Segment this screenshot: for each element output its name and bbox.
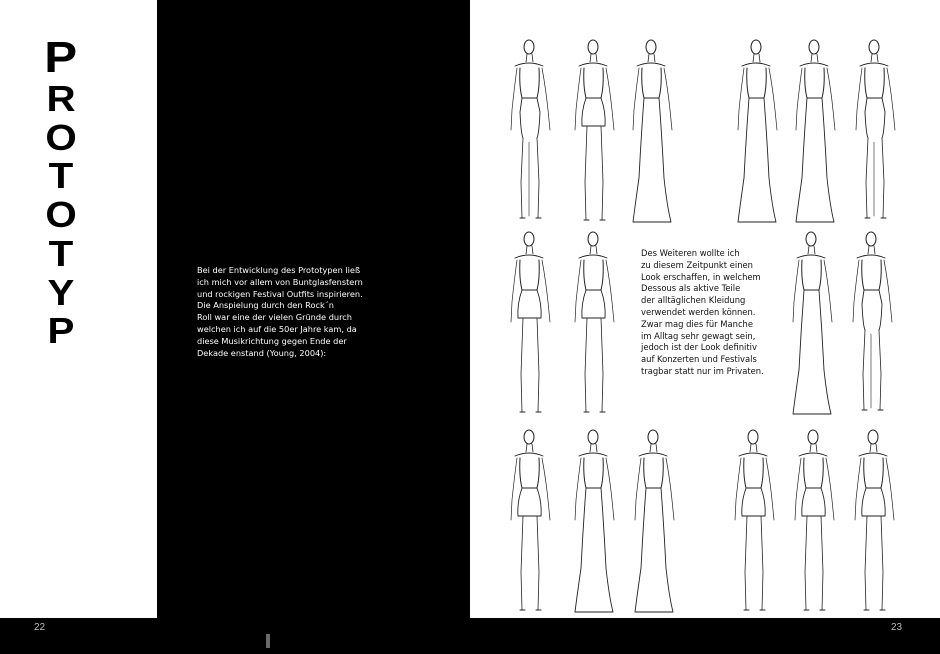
- body-line: Zwar mag dies für Manche: [641, 318, 754, 329]
- fashion-sketch: [845, 230, 901, 424]
- fashion-sketch-drawing: [727, 428, 783, 618]
- fashion-sketch-drawing: [567, 38, 623, 228]
- fashion-sketch: [503, 230, 559, 424]
- fashion-sketch-drawing: [785, 230, 841, 420]
- body-line: Des Weiteren wollte ich: [641, 248, 740, 258]
- body-line: zu diesem Zeitpunkt einen: [641, 259, 753, 270]
- fashion-sketch: [848, 38, 904, 232]
- fashion-sketch-drawing: [847, 428, 903, 618]
- title-letter: T: [48, 232, 74, 274]
- footer-bar: [0, 618, 940, 654]
- fashion-sketch-drawing: [627, 428, 683, 618]
- fashion-sketch: [785, 230, 841, 424]
- page-number-right: 23: [891, 622, 903, 633]
- fashion-sketch-drawing: [567, 428, 623, 618]
- fashion-sketch: [567, 428, 623, 622]
- fashion-sketch-drawing: [503, 230, 559, 420]
- body-line: jedoch ist der Look definitiv: [641, 342, 757, 353]
- body-paragraph: [641, 248, 771, 378]
- intro-line: welchen ich auf die 50er Jahre kam, da: [197, 323, 357, 334]
- gutter-mark: [266, 634, 270, 648]
- fashion-sketch: [567, 38, 623, 232]
- fashion-sketch: [503, 38, 559, 232]
- fashion-sketch-drawing: [730, 38, 786, 228]
- body-line: tragbar statt nur im Privaten.: [641, 365, 764, 376]
- fashion-sketch: [730, 38, 786, 232]
- fashion-sketch-drawing: [567, 230, 623, 420]
- fashion-sketch: [727, 428, 783, 622]
- fashion-sketch-drawing: [787, 428, 843, 618]
- fashion-sketch-drawing: [625, 38, 681, 228]
- title-letter: O: [45, 116, 77, 158]
- vertical-title-prototyp: [30, 33, 92, 352]
- fashion-sketch: [567, 230, 623, 424]
- fashion-sketch-drawing: [848, 38, 904, 228]
- page-number-left: 22: [34, 622, 46, 633]
- fashion-sketch: [503, 428, 559, 622]
- body-line: Dessous als aktive Teile: [641, 283, 741, 294]
- intro-line: und rockigen Festival Outfits inspirieren.: [197, 288, 363, 299]
- fashion-sketch-drawing: [503, 38, 559, 228]
- body-line: verwendet werden können.: [641, 306, 756, 317]
- intro-paragraph: [197, 265, 377, 359]
- title-letter: O: [45, 194, 77, 236]
- intro-line: Die Anspielung durch den Rock´n: [197, 300, 334, 311]
- intro-line: diese Musikrichtung gegen Ende der: [197, 335, 347, 346]
- fashion-sketch: [625, 38, 681, 232]
- fashion-sketch: [847, 428, 903, 622]
- title-letter: R: [46, 78, 76, 119]
- title-letter: P: [47, 310, 75, 352]
- body-line: Look erschaffen, in welchem: [641, 271, 761, 282]
- fashion-sketch-drawing: [503, 428, 559, 618]
- title-letter: T: [48, 155, 74, 197]
- intro-line: Dekade enstand (Young, 2004):: [197, 347, 327, 358]
- fashion-sketch-drawing: [845, 230, 901, 420]
- intro-line: Roll war eine der vielen Gründe durch: [197, 312, 352, 323]
- title-letter: Y: [47, 271, 75, 313]
- title-letter: P: [44, 33, 78, 82]
- body-line: der alltäglichen Kleidung: [641, 295, 746, 306]
- fashion-sketch-drawing: [788, 38, 844, 228]
- intro-line: ich mich vor allem von Buntglasfenstern: [197, 276, 363, 287]
- body-line: im Alltag sehr gewagt sein,: [641, 330, 756, 341]
- fashion-sketch: [627, 428, 683, 622]
- fashion-sketch: [787, 428, 843, 622]
- fashion-sketch: [788, 38, 844, 232]
- body-line: auf Konzerten und Festivals: [641, 354, 757, 365]
- intro-line: Bei der Entwicklung des Prototypen ließ: [197, 265, 361, 275]
